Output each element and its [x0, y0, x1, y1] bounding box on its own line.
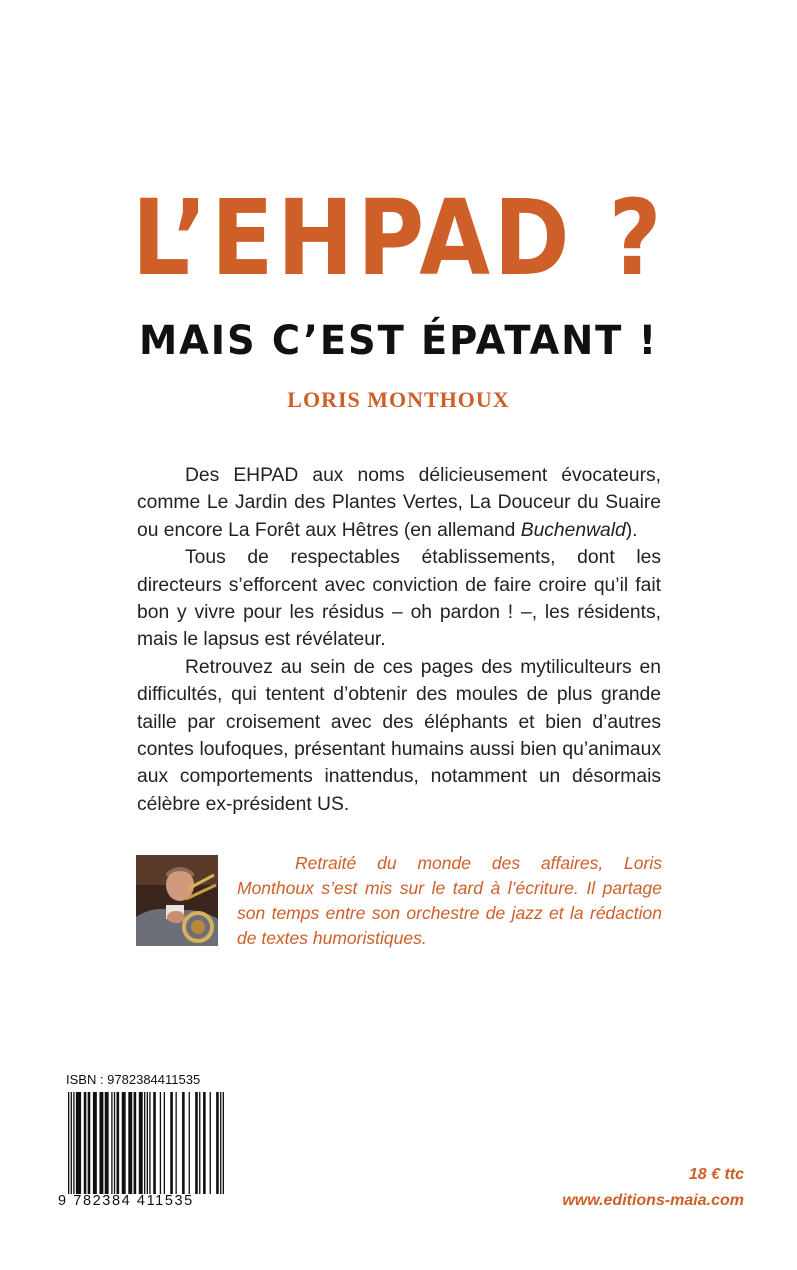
barcode-bar	[105, 1092, 109, 1194]
barcode-bar	[139, 1092, 143, 1194]
barcode-bar	[182, 1092, 185, 1194]
publisher-website[interactable]: www.editions-maia.com	[562, 1192, 744, 1209]
barcode-bar	[149, 1092, 150, 1194]
barcode	[68, 1092, 224, 1194]
barcode-bar	[164, 1092, 165, 1194]
barcode-bar	[195, 1092, 198, 1194]
barcode-bar	[73, 1092, 74, 1194]
blurb-p1-italic: Buchenwald	[520, 519, 626, 541]
barcode-bar	[223, 1092, 224, 1194]
barcode-bar	[203, 1092, 206, 1194]
barcode-bar	[99, 1092, 103, 1194]
barcode-bar	[76, 1092, 81, 1194]
book-subtitle: MAIS C’EST ÉPATANT !	[139, 318, 658, 364]
barcode-bar	[189, 1092, 190, 1194]
barcode-bar	[128, 1092, 132, 1194]
barcode-bar	[170, 1092, 173, 1194]
author-name: LORIS MONTHOUX	[287, 387, 510, 412]
barcode-bar	[144, 1092, 145, 1194]
barcode-bar	[134, 1092, 137, 1194]
barcode-bar	[176, 1092, 177, 1194]
barcode-bar	[68, 1092, 69, 1194]
author-bio	[237, 851, 662, 951]
barcode-bar	[210, 1092, 211, 1194]
blurb-paragraph-2: Tous de respectables établissements, dont les directeurs s’efforcent avec conviction de faire croire qu’il fait bon y vivre pour les résidus – oh pardon ! –, les résidents, mais le lapsus est révélateur.	[137, 547, 661, 651]
barcode-bar	[216, 1092, 219, 1194]
barcode-bar	[147, 1092, 148, 1194]
barcode-bar	[160, 1092, 161, 1194]
barcode-bar	[199, 1092, 200, 1194]
book-title: L’EHPAD ?	[131, 177, 666, 299]
barcode-bar	[117, 1092, 120, 1194]
price: 18 € ttc	[688, 1166, 744, 1183]
author-photo-trombone-icon	[136, 855, 218, 946]
barcode-bar	[93, 1092, 97, 1194]
blurb-p1-end: ).	[625, 519, 638, 541]
barcode-digits: 9 782384 411535	[58, 1193, 194, 1209]
back-cover-blurb	[137, 462, 661, 818]
blurb-paragraph-1	[137, 462, 661, 544]
isbn-label: ISBN : 9782384411535	[66, 1072, 201, 1087]
blurb-paragraph-3: Retrouvez au sein de ces pages des mytiliculteurs en difficultés, qui tentent d’obtenir des moules de plus grande taille par croisement avec des éléphants et bien d’autres contes loufoques, présentant humains aussi bien qu’animaux aux comportements inattendus, notamment un désormais célèbre ex-président US.	[137, 656, 661, 815]
barcode-bar	[153, 1092, 156, 1194]
author-photo	[136, 855, 218, 946]
barcode-bar	[88, 1092, 91, 1194]
barcode-bar	[71, 1092, 72, 1194]
barcode-bar	[220, 1092, 221, 1194]
blurb-p1-text: Des EHPAD aux noms délicieusement évocateurs, comme Le Jardin des Plantes Vertes, La Douceur du Suaire ou encore La Forêt aux Hêtres (en allemand	[137, 465, 661, 541]
barcode-bar	[84, 1092, 87, 1194]
barcode-bar	[111, 1092, 112, 1194]
barcode-bar	[122, 1092, 126, 1194]
barcode-bar	[114, 1092, 115, 1194]
author-bio-text: Retraité du monde des affaires, Loris Monthoux s’est mis sur le tard à l’écriture. Il partage son temps entre son orchestre de jazz et la rédaction de textes humoristiques.	[237, 853, 662, 948]
